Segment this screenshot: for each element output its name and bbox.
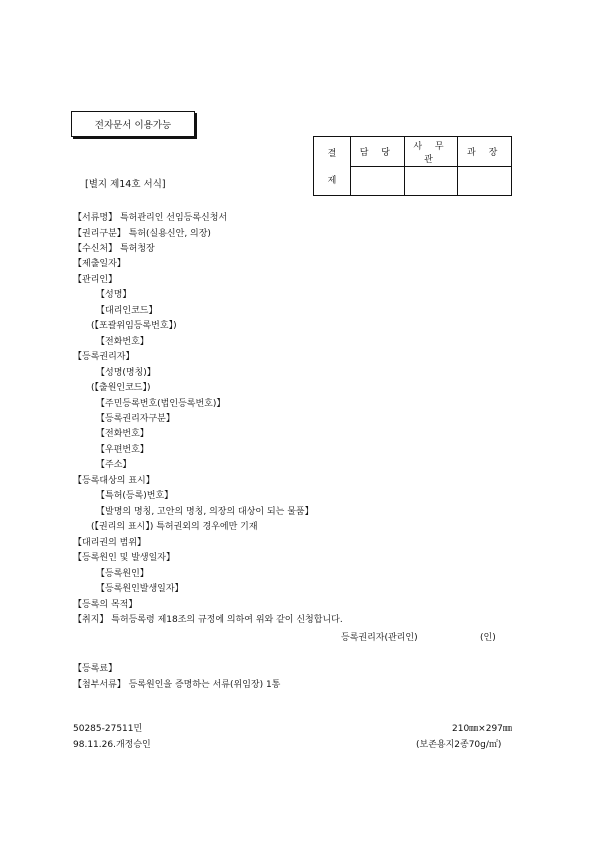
approval-header-label-1: 결 xyxy=(327,149,337,159)
form-line: 【등록원인 및 발생일자】 xyxy=(73,553,175,564)
approval-header-cell xyxy=(314,137,351,196)
form-line: 【등록원인발생일자】 xyxy=(96,584,184,594)
form-line: 【등록권리자】 xyxy=(73,352,135,363)
paper-size: 210㎜×297㎜ xyxy=(452,724,512,734)
approval-col-staff: 담 당 xyxy=(351,137,405,167)
form-line: 【성명(명칭)】 xyxy=(96,367,156,378)
approval-col-officer: 사 무 관 xyxy=(404,137,458,167)
electronic-document-text: 전자문서 이용가능 xyxy=(94,120,172,131)
form-line: (【포괄위임등록번호】) xyxy=(91,321,177,332)
approval-col-director: 과 장 xyxy=(458,137,512,167)
form-line: 【등록원인】 xyxy=(96,568,149,579)
form-line: 【취지】 특허등록령 제18조의 규정에 의하여 위와 같이 신청합니다. xyxy=(73,615,343,625)
form-number: 50285-27511민 xyxy=(73,724,143,734)
form-line: 【전화번호】 xyxy=(96,336,149,347)
approval-sign-director xyxy=(458,167,512,196)
form-line: (【권리의 표시】) 특허권외의 경우에만 기재 xyxy=(91,522,258,533)
form-line: 【서류명】 특허관리인 선임등록신청서 xyxy=(73,213,228,223)
approval-header-label-2: 제 xyxy=(327,176,337,186)
form-line: 【관리인】 xyxy=(73,274,118,285)
signature-party: 등록권리자(관리인) xyxy=(341,633,418,643)
fee-field: 【등록료】 xyxy=(73,664,118,674)
approval-sign-officer xyxy=(404,167,458,196)
form-line: 【주민등록번호(법인등록번호)】 xyxy=(96,398,226,409)
form-line: 【발명의 명칭, 고안의 명칭, 의장의 대상이 되는 물품】 xyxy=(96,506,314,517)
form-line: 【등록권리자구분】 xyxy=(96,414,175,424)
approval-table xyxy=(313,136,512,196)
paper-spec: (보존용지2종70g/㎡) xyxy=(416,740,502,750)
form-type-label: [별지 제14호 서식] xyxy=(85,179,166,190)
electronic-document-label xyxy=(71,111,195,137)
form-line: 【우편번호】 xyxy=(96,444,149,455)
form-line: (【출원인코드】) xyxy=(91,383,151,394)
form-line: 【대리권의 범위】 xyxy=(73,537,147,548)
form-line: 【전화번호】 xyxy=(96,429,149,440)
form-line: 【수신처】 특허청장 xyxy=(73,243,155,254)
signature-seal: (인) xyxy=(480,633,496,643)
form-line: 【주소】 xyxy=(96,460,132,471)
form-line: 【등록의 목적】 xyxy=(73,599,138,610)
form-line: 【특허(등록)번호】 xyxy=(96,491,174,502)
form-line: 【대리인코드】 xyxy=(96,305,158,316)
form-line: 【제출일자】 xyxy=(73,259,126,270)
approval-date: 98.11.26.개정승인 xyxy=(73,740,151,750)
attachments-field: 【첨부서류】 등록원인을 증명하는 서류(위임장) 1통 xyxy=(73,680,281,690)
form-line: 【권리구분】 특허(실용신안, 의장) xyxy=(73,228,211,239)
approval-sign-staff xyxy=(351,167,405,196)
form-line: 【성명】 xyxy=(96,290,132,301)
form-line: 【등록대상의 표시】 xyxy=(73,475,155,486)
